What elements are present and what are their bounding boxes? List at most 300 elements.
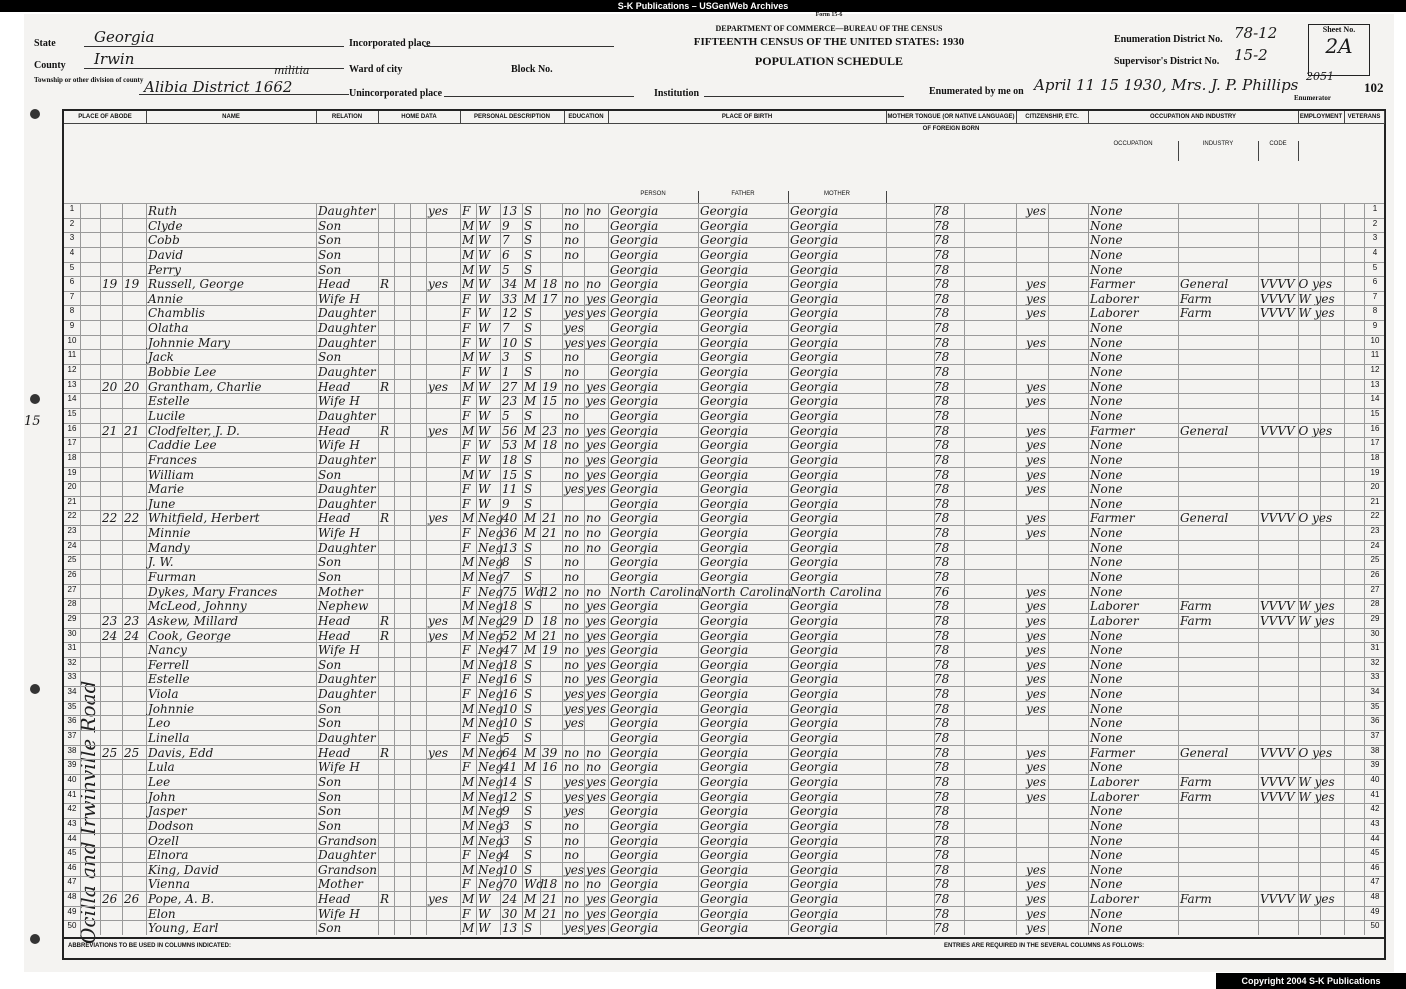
group-name: NAME — [146, 111, 317, 124]
cell-sex: F — [462, 452, 471, 467]
cell-eng: yes — [1026, 628, 1047, 643]
cell-name: Linella — [148, 731, 190, 746]
cell-pb: Georgia — [610, 452, 659, 467]
cell-fb: Georgia — [700, 672, 749, 687]
cell-eng: yes — [1026, 599, 1047, 614]
incorporated-label: Incorporated place — [349, 38, 431, 49]
cell-age: 9 — [502, 218, 510, 233]
cell-fam: 22 — [124, 511, 140, 526]
cell-rel: Son — [318, 570, 342, 584]
col-father: FATHER — [698, 191, 789, 203]
cell-race: W — [478, 482, 491, 497]
cell-occ: None — [1090, 672, 1123, 687]
cell-sch: no — [564, 204, 579, 218]
cell-fb: Georgia — [700, 482, 749, 497]
cell-read: yes — [586, 306, 607, 321]
cell-occ: None — [1090, 570, 1123, 584]
cell-n: 34 — [67, 687, 77, 697]
cell-dw: 21 — [102, 423, 118, 438]
cell-mb: Georgia — [790, 848, 839, 863]
cell-race: Neg — [478, 731, 504, 746]
cell-age: 12 — [502, 306, 518, 321]
cell-read: yes — [586, 628, 607, 643]
cell-code: 78 — [934, 701, 950, 716]
cell-n-right: 26 — [1370, 570, 1380, 579]
cell-code: 78 — [934, 277, 950, 292]
cell-race: W — [478, 306, 491, 321]
cell-dw: 20 — [102, 379, 118, 394]
cell-mb: Georgia — [790, 774, 839, 789]
cell-sch: yes — [564, 335, 585, 350]
cell-eng: yes — [1026, 687, 1047, 702]
cell-occ: None — [1090, 262, 1123, 277]
cell-rel: Grandson — [318, 833, 377, 848]
cell-occ: None — [1090, 218, 1123, 233]
col-code: CODE — [1258, 141, 1299, 161]
cell-sex: M — [462, 628, 475, 643]
cell-code: 78 — [934, 745, 950, 760]
cell-mar: S — [524, 599, 533, 614]
cell-code: 78 — [934, 599, 950, 614]
cell-race: Neg — [478, 687, 504, 702]
cell-age: 18 — [502, 599, 518, 614]
cell-pb: Georgia — [610, 277, 659, 292]
cell-read: yes — [586, 379, 607, 394]
cell-sex: M — [462, 467, 475, 482]
cell-n-right: 48 — [1370, 892, 1380, 902]
cell-sch: no — [564, 277, 579, 292]
cell-rel: Wife H — [318, 643, 360, 658]
cell-fam: 24 — [124, 628, 140, 643]
cell-race: Neg — [478, 848, 504, 863]
cell-sex: F — [462, 438, 471, 453]
cell-fam: 23 — [124, 613, 140, 628]
cell-age: 64 — [502, 745, 518, 760]
group-employment: EMPLOYMENT — [1298, 111, 1345, 124]
cell-rel: Son — [318, 555, 342, 570]
cell-n: 50 — [67, 921, 77, 931]
cell-code: 78 — [934, 365, 950, 380]
cell-fb: Georgia — [700, 613, 749, 628]
cell-n-right: 1 — [1372, 204, 1378, 213]
cell-mar: S — [524, 818, 533, 833]
cell-name: Young, Earl — [148, 921, 219, 936]
cell-race: W — [478, 291, 491, 306]
group-birth: PLACE OF BIRTH — [608, 111, 887, 124]
cell-code: 78 — [934, 731, 950, 746]
ward-label: Ward of city — [349, 64, 403, 75]
cell-occ: None — [1090, 408, 1123, 423]
cell-age: 10 — [502, 335, 518, 350]
cell-name: Ruth — [148, 204, 178, 218]
cell-mar: M — [524, 643, 537, 658]
cell-mb: Georgia — [790, 745, 839, 760]
cell-code: 78 — [934, 804, 950, 819]
cell-fb: Georgia — [700, 804, 749, 819]
cell-name: Cobb — [148, 233, 180, 248]
cell-mb: Georgia — [790, 731, 839, 746]
cell-occ: None — [1090, 687, 1123, 702]
cell-rel: Son — [318, 350, 342, 365]
cell-occ: None — [1090, 833, 1123, 848]
cell-name: June — [148, 496, 176, 511]
cell-name: Bobbie Lee — [148, 365, 217, 380]
cell-mb: Georgia — [790, 570, 839, 584]
cell-n: 37 — [67, 731, 77, 741]
cell-mb: Georgia — [790, 526, 839, 541]
population-table — [62, 109, 1386, 960]
cell-pb: Georgia — [610, 570, 659, 584]
cell-oc: VVVV O yes — [1260, 277, 1333, 292]
cell-am: 18 — [542, 877, 558, 892]
side-road-annotation: Ocilla and Irwinville Road — [76, 680, 100, 944]
cell-n-right: 36 — [1370, 716, 1380, 726]
cell-mb: Georgia — [790, 862, 839, 877]
cell-n: 4 — [69, 247, 75, 257]
cell-occ: Laborer — [1090, 789, 1139, 804]
cell-fb: Georgia — [700, 350, 749, 365]
cell-read: no — [586, 877, 601, 892]
cell-n-right: 9 — [1372, 321, 1378, 331]
cell-occ: None — [1090, 394, 1123, 409]
cell-read: yes — [586, 335, 607, 350]
cell-sch: no — [564, 526, 579, 541]
cell-mar: S — [524, 218, 533, 233]
col-person: PERSON — [608, 191, 699, 203]
cell-occ: None — [1090, 818, 1123, 833]
cell-name: Caddie Lee — [148, 438, 217, 453]
cell-sch: yes — [564, 321, 585, 336]
cell-sex: M — [462, 862, 475, 877]
cell-fam: 21 — [124, 423, 140, 438]
cell-name: Estelle — [148, 672, 190, 687]
cell-ind: General — [1180, 745, 1229, 760]
cell-oc: VVVV W yes — [1260, 291, 1335, 306]
cell-mar: S — [524, 804, 533, 819]
cell-mar: S — [524, 921, 533, 936]
cell-n-right: 31 — [1370, 643, 1380, 653]
cell-fb: Georgia — [700, 204, 749, 218]
cell-name: Olatha — [148, 321, 189, 336]
cell-rel: Son — [318, 657, 342, 672]
cell-race: W — [478, 394, 491, 409]
cell-fb: Georgia — [700, 789, 749, 804]
cell-mb: Georgia — [790, 906, 839, 921]
cell-code: 78 — [934, 247, 950, 262]
cell-occ: None — [1090, 438, 1123, 453]
punch-hole-icon — [30, 684, 40, 694]
cell-mb: Georgia — [790, 540, 839, 555]
cell-sex: F — [462, 365, 471, 380]
cell-n: 49 — [67, 906, 77, 916]
cell-radio: yes — [428, 379, 449, 394]
cell-mar: D — [524, 613, 534, 628]
cell-n: 41 — [67, 789, 77, 799]
cell-fb: Georgia — [700, 774, 749, 789]
cell-age: 13 — [502, 540, 518, 555]
cell-pb: Georgia — [610, 774, 659, 789]
cell-age: 27 — [502, 379, 518, 394]
cell-rel: Daughter — [318, 365, 376, 380]
cell-pb: Georgia — [610, 262, 659, 277]
cell-age: 29 — [502, 613, 518, 628]
cell-sch: no — [564, 452, 579, 467]
cell-mb: Georgia — [790, 247, 839, 262]
cell-n: 42 — [67, 804, 77, 814]
cell-sex: F — [462, 408, 471, 423]
cell-n-right: 19 — [1370, 467, 1380, 477]
cell-fb: Georgia — [700, 496, 749, 511]
cell-sch: no — [564, 291, 579, 306]
cell-name: Johnnie — [148, 701, 195, 716]
cell-age: 5 — [502, 408, 510, 423]
cell-name: Lula — [148, 760, 175, 775]
group-personal: PERSONAL DESCRIPTION — [460, 111, 565, 124]
cell-sex: M — [462, 716, 475, 731]
cell-eng: yes — [1026, 335, 1047, 350]
cell-ind: Farm — [1180, 306, 1212, 321]
cell-read: yes — [586, 599, 607, 614]
cell-mar: S — [524, 452, 533, 467]
cell-rel: Daughter — [318, 848, 376, 863]
cell-code: 78 — [934, 921, 950, 936]
cell-sex: M — [462, 833, 475, 848]
cell-n-right: 42 — [1370, 804, 1380, 814]
cell-age: 7 — [502, 570, 510, 584]
cell-eng: yes — [1026, 306, 1047, 321]
cell-eng: yes — [1026, 511, 1047, 526]
cell-code: 78 — [934, 291, 950, 306]
cell-name: Dykes, Mary Frances — [148, 584, 278, 599]
cell-pb: Georgia — [610, 599, 659, 614]
cell-rel: Head — [318, 277, 351, 292]
cell-age: 9 — [502, 804, 510, 819]
cell-occ: None — [1090, 657, 1123, 672]
cell-pb: Georgia — [610, 379, 659, 394]
punch-hole-icon — [30, 394, 40, 404]
state-value: Georgia — [94, 28, 155, 46]
cell-n: 15 — [67, 408, 77, 418]
cell-n-right: 5 — [1372, 262, 1378, 272]
cell-name: Russell, George — [148, 277, 244, 292]
cell-ind: General — [1180, 423, 1229, 438]
cell-age: 5 — [502, 731, 510, 746]
cell-dw: 26 — [102, 892, 118, 907]
cell-mar: S — [524, 862, 533, 877]
cell-occ: Farmer — [1090, 511, 1135, 526]
cell-pb: Georgia — [610, 321, 659, 336]
cell-mb: Georgia — [790, 687, 839, 702]
cell-n-right: 39 — [1370, 760, 1380, 770]
cell-sex: M — [462, 233, 475, 248]
cell-pb: Georgia — [610, 555, 659, 570]
cell-age: 3 — [502, 818, 510, 833]
cell-age: 10 — [502, 862, 518, 877]
cell-race: W — [478, 379, 491, 394]
cell-race: Neg — [478, 774, 504, 789]
cell-race: Neg — [478, 862, 504, 877]
cell-rel: Daughter — [318, 687, 376, 702]
cell-fb: Georgia — [700, 321, 749, 336]
cell-code: 78 — [934, 350, 950, 365]
cell-code: 78 — [934, 262, 950, 277]
cell-mar: S — [524, 833, 533, 848]
cell-sex: M — [462, 555, 475, 570]
cell-age: 56 — [502, 423, 518, 438]
cell-mb: Georgia — [790, 496, 839, 511]
cell-race: Neg — [478, 599, 504, 614]
cell-fam: 20 — [124, 379, 140, 394]
cell-fam: 19 — [124, 277, 140, 292]
cell-age: 10 — [502, 716, 518, 731]
cell-age: 15 — [502, 467, 518, 482]
cell-rel: Head — [318, 613, 351, 628]
township-value: Alibia District 1662 — [144, 78, 293, 96]
cell-name: Jasper — [148, 804, 187, 819]
cell-fb: Georgia — [700, 335, 749, 350]
cell-code: 78 — [934, 335, 950, 350]
cell-rel: Wife H — [318, 526, 360, 541]
cell-n: 11 — [67, 350, 77, 360]
cell-race: W — [478, 321, 491, 336]
cell-n: 39 — [67, 760, 77, 770]
cell-race: Neg — [478, 643, 504, 658]
cell-name: Jack — [148, 350, 174, 365]
cell-sex: F — [462, 482, 471, 497]
cell-sex: F — [462, 540, 471, 555]
cell-pb: Georgia — [610, 818, 659, 833]
cell-sex: M — [462, 818, 475, 833]
cell-mar: S — [524, 687, 533, 702]
cell-oc: VVVV O yes — [1260, 511, 1333, 526]
cell-n: 9 — [69, 321, 75, 331]
cell-race: W — [478, 262, 491, 277]
cell-age: 14 — [502, 774, 518, 789]
cell-mb: Georgia — [790, 277, 839, 292]
cell-n-right: 43 — [1370, 818, 1380, 828]
cell-age: 8 — [502, 555, 510, 570]
cell-n-right: 24 — [1370, 540, 1380, 550]
cell-pb: Georgia — [610, 496, 659, 511]
cell-n: 27 — [67, 584, 77, 594]
cell-oc: VVVV W yes — [1260, 892, 1335, 907]
cell-ind: Farm — [1180, 599, 1212, 614]
cell-pb: Georgia — [610, 482, 659, 497]
cell-radio: yes — [428, 204, 449, 218]
cell-read: yes — [586, 906, 607, 921]
cell-n: 26 — [67, 570, 77, 579]
cell-name: Annie — [148, 291, 184, 306]
cell-fb: Georgia — [700, 526, 749, 541]
cell-race: W — [478, 892, 491, 907]
cell-fb: Georgia — [700, 511, 749, 526]
cell-n: 8 — [69, 306, 75, 316]
cell-fb: Georgia — [700, 848, 749, 863]
cell-code: 78 — [934, 833, 950, 848]
cell-fb: Georgia — [700, 277, 749, 292]
cell-code: 78 — [934, 321, 950, 336]
cell-sex: M — [462, 570, 475, 584]
cell-occ: Laborer — [1090, 306, 1139, 321]
cell-mb: Georgia — [790, 350, 839, 365]
cell-own: R — [380, 745, 390, 760]
cell-mar: S — [524, 467, 533, 482]
cell-own: R — [380, 423, 390, 438]
cell-sex: M — [462, 745, 475, 760]
cell-age: 12 — [502, 789, 518, 804]
cell-age: 7 — [502, 321, 510, 336]
cell-age: 34 — [502, 277, 518, 292]
cell-rel: Son — [318, 701, 342, 716]
cell-rel: Son — [318, 716, 342, 731]
group-occupation: OCCUPATION AND INDUSTRY — [1088, 111, 1299, 124]
cell-sch: no — [564, 423, 579, 438]
cell-rel: Head — [318, 511, 351, 526]
cell-sex: M — [462, 277, 475, 292]
cell-am: 12 — [542, 584, 558, 599]
cell-sch: no — [564, 365, 579, 380]
cell-mb: Georgia — [790, 877, 839, 892]
cell-oc: VVVV W yes — [1260, 613, 1335, 628]
cell-mar: M — [524, 423, 537, 438]
cell-eng: yes — [1026, 862, 1047, 877]
cell-n: 13 — [67, 379, 77, 389]
cell-n: 33 — [67, 672, 77, 682]
cell-eng: yes — [1026, 423, 1047, 438]
cell-code: 78 — [934, 570, 950, 584]
cell-n-right: 23 — [1370, 526, 1380, 536]
col-occupation: OCCUPATION — [1088, 141, 1179, 161]
cell-race: Neg — [478, 804, 504, 819]
cell-sex: M — [462, 262, 475, 277]
cell-occ: None — [1090, 233, 1123, 248]
footer-abbreviations: ABBREVIATIONS TO BE USED IN COLUMNS INDICATED: — [68, 943, 232, 949]
cell-name: Dodson — [148, 818, 194, 833]
cell-n-right: 18 — [1370, 452, 1380, 462]
cell-pb: Georgia — [610, 394, 659, 409]
cell-fb: Georgia — [700, 379, 749, 394]
cell-pb: Georgia — [610, 335, 659, 350]
department-heading: DEPARTMENT OF COMMERCE—BUREAU OF THE CENSUS — [715, 24, 943, 33]
cell-sch: no — [564, 394, 579, 409]
cell-rel: Head — [318, 892, 351, 907]
cell-eng: yes — [1026, 701, 1047, 716]
cell-n: 43 — [67, 818, 77, 828]
cell-n-right: 33 — [1370, 672, 1380, 682]
cell-sex: F — [462, 526, 471, 541]
cell-occ: None — [1090, 540, 1123, 555]
cell-oc: VVVV O yes — [1260, 745, 1333, 760]
cell-occ: None — [1090, 731, 1123, 746]
cell-n-right: 40 — [1370, 774, 1380, 784]
cell-occ: None — [1090, 921, 1123, 936]
cell-mb: Georgia — [790, 262, 839, 277]
cell-pb: Georgia — [610, 848, 659, 863]
cell-mar: S — [524, 408, 533, 423]
cell-sex: M — [462, 774, 475, 789]
cell-pb: Georgia — [610, 804, 659, 819]
cell-n: 45 — [67, 848, 77, 858]
cell-n-right: 37 — [1370, 731, 1380, 741]
cell-am: 39 — [542, 745, 558, 760]
cell-mar: S — [524, 262, 533, 277]
cell-race: W — [478, 452, 491, 467]
cell-code: 78 — [934, 218, 950, 233]
cell-mb: Georgia — [790, 365, 839, 380]
cell-code: 78 — [934, 877, 950, 892]
cell-rel: Son — [318, 218, 342, 233]
cell-n-right: 15 — [1370, 408, 1380, 418]
